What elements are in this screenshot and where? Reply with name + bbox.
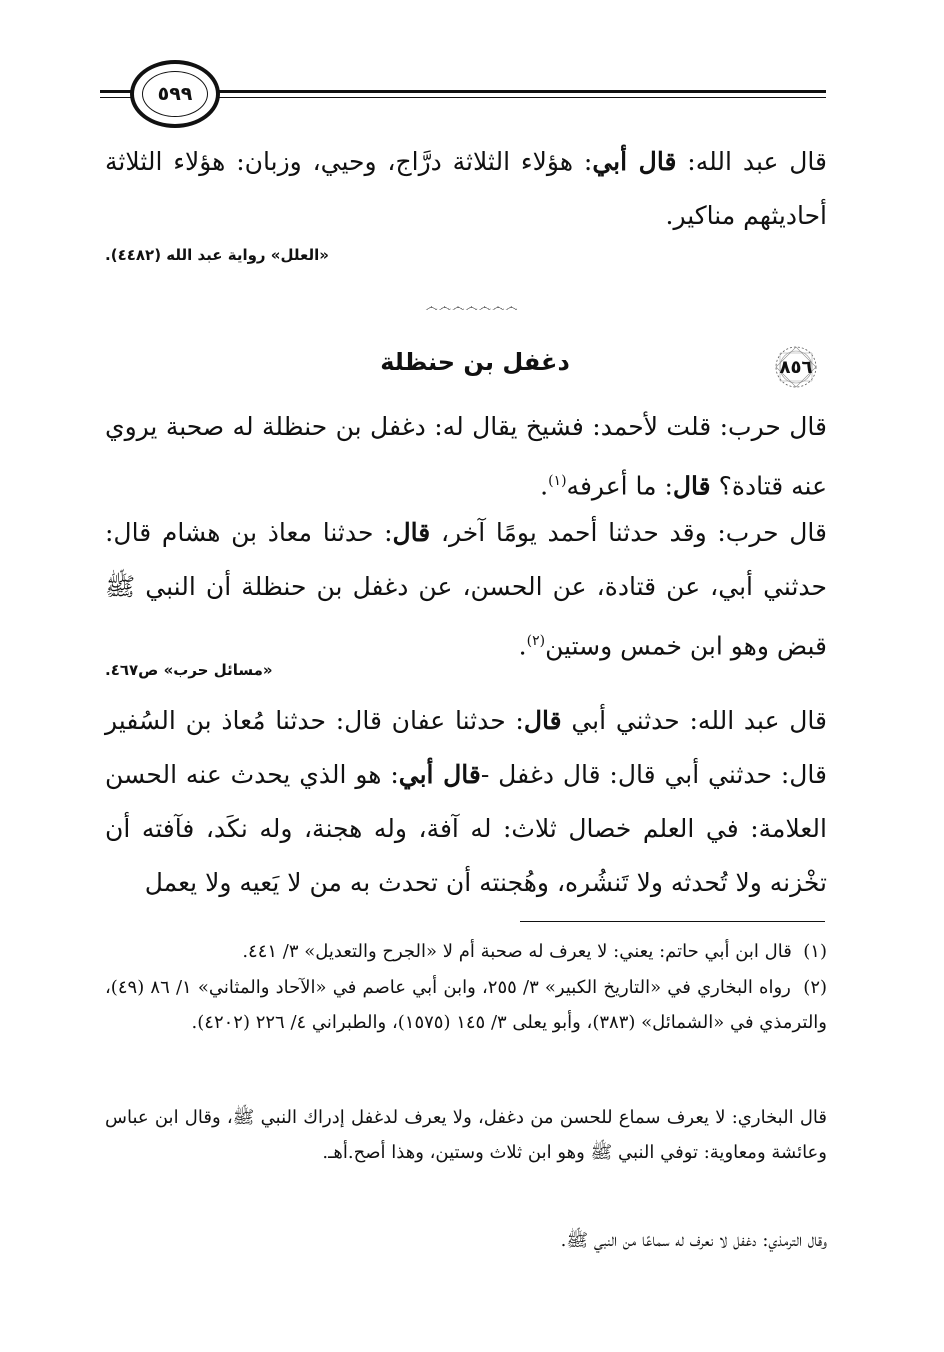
footnote-2-tirmidhi: وقال الترمذي: دغفل لا نعرف له سماعًا من النبي ﷺ. <box>560 1230 827 1251</box>
page-number-badge <box>130 60 220 128</box>
paragraph-2: قال حرب: قلت لأحمد: فشيخ يقال له: دغفل بن حنظلة له صحبة يروي عنه قتادة؟ قال: ما أعرفه$^{(١)}$. <box>105 412 827 501</box>
footnote-1: (١) قال ابن أبي حاتم: يعني: لا يعرف له صحبة أم لا «الجرح والتعديل» ٣/ ٤٤١. <box>242 941 827 962</box>
source-citation-2: «مسائل حرب» ص٤٦٧. <box>105 661 273 679</box>
footnote-separator <box>520 921 825 922</box>
paragraph-4: قال عبد الله: حدثني أبي قال: حدثنا عفان قال: حدثنا مُعاذ بن السُفير قال: حدثني أبي قال: قال دغفل -قال أبي: هو الذي يحدث عنه الحسن العلامة: في العلم خصال ثلاث: له آفة، وله هجنة، وله نكَد، فآفته أن تخْزنه ولا تُحدثه ولا تَنشُره، وهُجنته أن تحدث به من لا يَعيه ولا يعمل <box>105 706 827 897</box>
source-citation-1: «العلل» رواية عبد الله (٤٤٨٢). <box>105 246 329 264</box>
entry-title: دغفل بن حنظلة <box>380 348 570 376</box>
paragraph-1: قال عبد الله: قال أبي: هؤلاء الثلاثة درَّاج، وحيي، وزبان: هؤلاء الثلاثة أحاديثهم مناكير. <box>105 147 827 230</box>
section-divider-ornament: ෴෴෴෴෴෴෴ <box>425 300 519 315</box>
footnote-ref-1[interactable]: (١) <box>548 473 567 489</box>
footnote-ref-2[interactable]: (٢) <box>526 633 546 649</box>
footnote-2: (٢) رواه البخاري في «التاريخ الكبير» ٣/ ٢٥٥، وابن أبي عاصم في «الآحاد والمثاني» ١/ ٨٦ (٤٩)، والترمذي في «الشمائل» (٣٨٣)، وأبو يعلى ٣/ ١٤٥ (١٥٧٥)، والطبراني ٤/ ٢٢٦ (٤٢٠٢). <box>105 977 828 1033</box>
footnote-2-continued: قال البخاري: لا يعرف سماع للحسن من دغفل، ولا يعرف لدغفل إدراك النبي ﷺ، وقال ابن عباس وعائشة ومعاوية: توفي النبي ﷺ وهو ابن ثلاث وستين، وهذا أصح.أهـ. <box>105 1107 827 1163</box>
entry-number: ٨٥٦ <box>779 356 813 378</box>
page-number: ٥٩٩ <box>142 71 208 117</box>
entry-number-badge <box>764 345 828 389</box>
paragraph-3: قال حرب: وقد حدثنا أحمد يومًا آخر، قال: حدثنا معاذ بن هشام قال: حدثني أبي، عن قتادة، عن الحسن، عن دغفل بن حنظلة أن النبي ﷺ قبض وهو ابن خمس وستين$^{(٢)}$. <box>105 518 827 661</box>
